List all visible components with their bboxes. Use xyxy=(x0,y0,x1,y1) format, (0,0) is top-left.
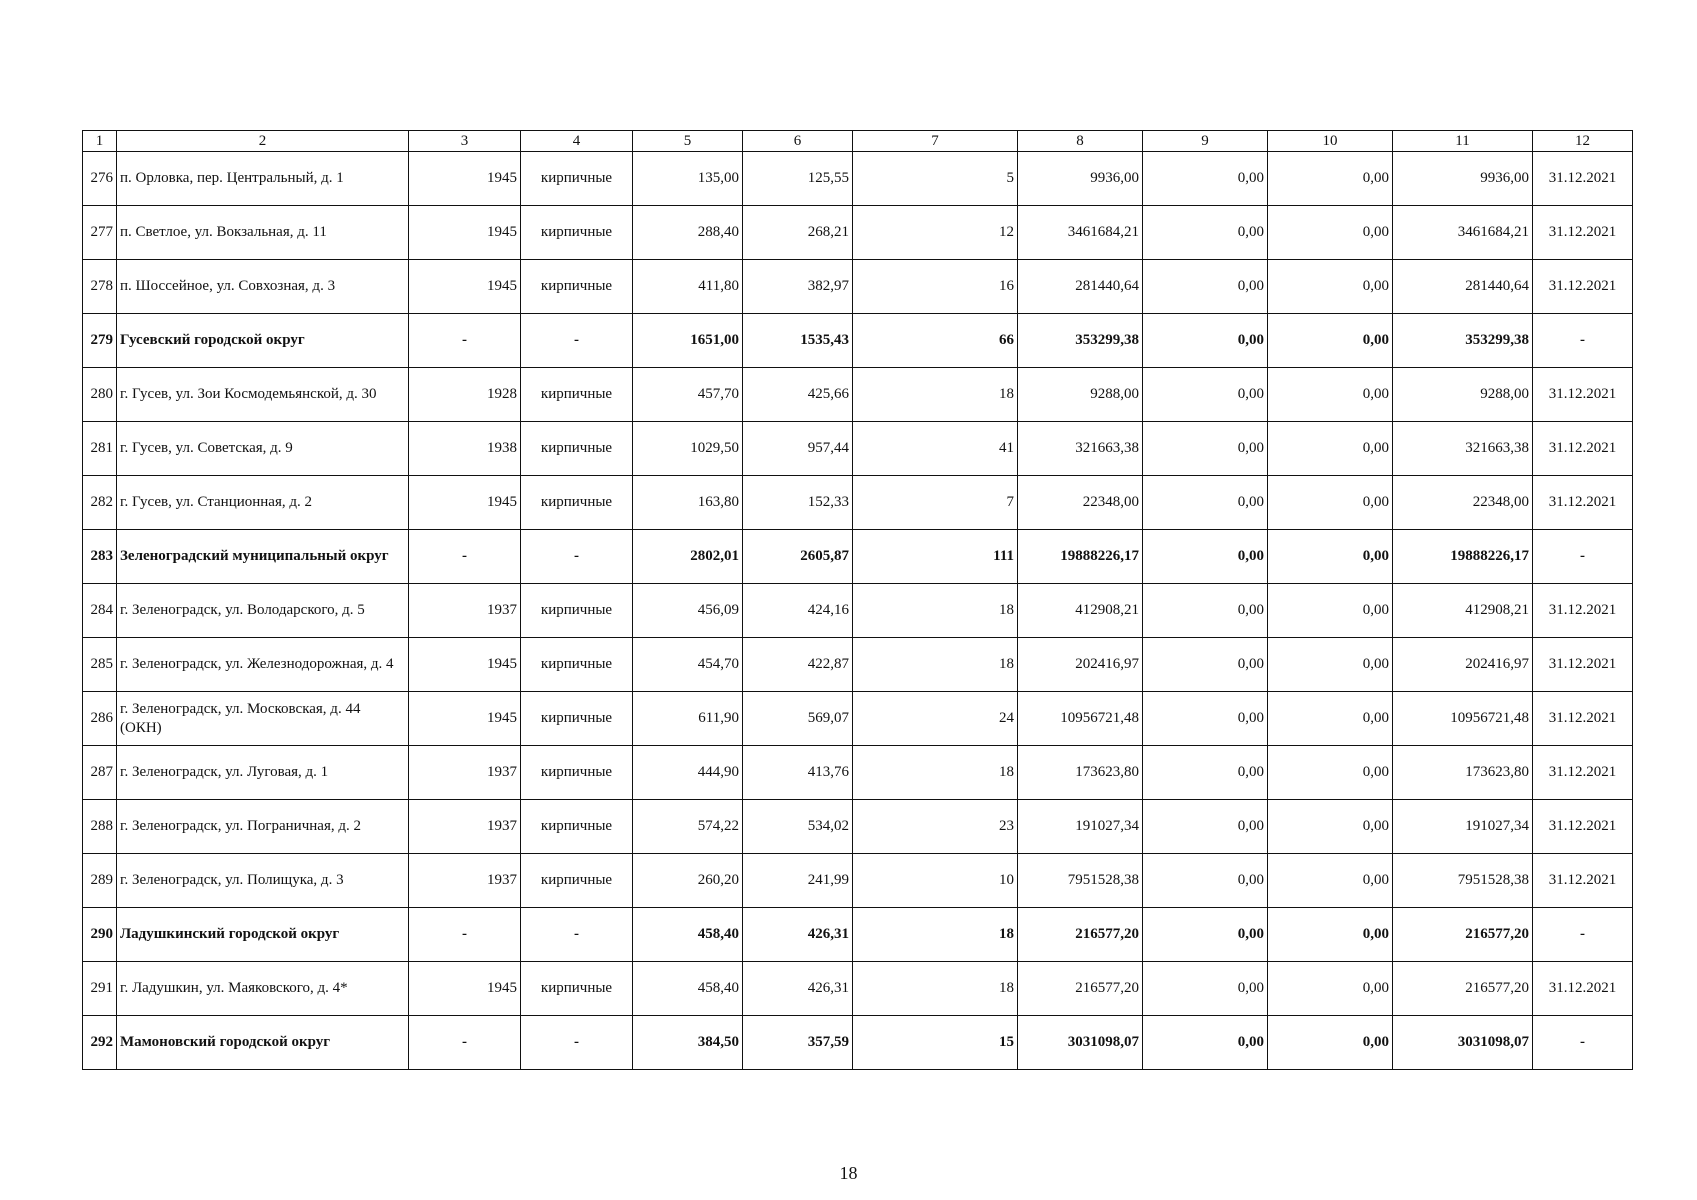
total-area-cell: 411,80 xyxy=(633,260,743,314)
year-cell: 1945 xyxy=(409,962,521,1016)
column-header: 10 xyxy=(1268,131,1393,152)
address-cell: Зеленоградский муниципальный округ xyxy=(117,530,409,584)
column-header: 2 xyxy=(117,131,409,152)
wall-material-cell: кирпичные xyxy=(521,854,633,908)
row-number: 290 xyxy=(83,908,117,962)
cost-total-cell: 191027,34 xyxy=(1018,800,1143,854)
living-area-cell: 268,21 xyxy=(743,206,853,260)
residents-cell: 23 xyxy=(853,800,1018,854)
address-cell: г. Ладушкин, ул. Маяковского, д. 4* xyxy=(117,962,409,1016)
total-area-cell: 574,22 xyxy=(633,800,743,854)
table-row xyxy=(83,314,1633,368)
cost-federal-cell: 0,00 xyxy=(1143,1016,1268,1070)
page-number: 18 xyxy=(839,1163,858,1183)
cost-total-cell: 3031098,07 xyxy=(1018,1016,1143,1070)
wall-material-cell: - xyxy=(521,908,633,962)
living-area-cell: 425,66 xyxy=(743,368,853,422)
row-number: 277 xyxy=(83,206,117,260)
cost-total-cell: 202416,97 xyxy=(1018,638,1143,692)
cost-total-cell: 19888226,17 xyxy=(1018,530,1143,584)
table-body xyxy=(83,131,1633,1070)
column-header: 1 xyxy=(83,131,117,152)
cost-regional-cell: 0,00 xyxy=(1268,746,1393,800)
cost-local-cell: 173623,80 xyxy=(1393,746,1533,800)
deadline-cell: 31.12.2021 xyxy=(1533,746,1633,800)
year-cell: - xyxy=(409,1016,521,1070)
table-row xyxy=(83,584,1633,638)
deadline-cell: - xyxy=(1533,530,1633,584)
wall-material-cell: кирпичные xyxy=(521,638,633,692)
address-cell: Ладушкинский городской округ xyxy=(117,908,409,962)
address-cell: г. Гусев, ул. Зои Космодемьянской, д. 30 xyxy=(117,368,409,422)
total-area-cell: 456,09 xyxy=(633,584,743,638)
cost-federal-cell: 0,00 xyxy=(1143,854,1268,908)
cost-regional-cell: 0,00 xyxy=(1268,206,1393,260)
wall-material-cell: - xyxy=(521,530,633,584)
column-header: 6 xyxy=(743,131,853,152)
table-row xyxy=(83,962,1633,1016)
wall-material-cell: кирпичные xyxy=(521,422,633,476)
living-area-cell: 957,44 xyxy=(743,422,853,476)
deadline-cell: 31.12.2021 xyxy=(1533,800,1633,854)
deadline-cell: - xyxy=(1533,908,1633,962)
total-area-cell: 454,70 xyxy=(633,638,743,692)
wall-material-cell: кирпичные xyxy=(521,368,633,422)
row-number: 286 xyxy=(83,692,117,746)
year-cell: 1945 xyxy=(409,638,521,692)
document-sheet xyxy=(82,130,1632,1070)
residents-cell: 16 xyxy=(853,260,1018,314)
year-cell: 1937 xyxy=(409,746,521,800)
year-cell: 1937 xyxy=(409,800,521,854)
living-area-cell: 534,02 xyxy=(743,800,853,854)
table-row xyxy=(83,152,1633,206)
deadline-cell: 31.12.2021 xyxy=(1533,368,1633,422)
deadline-cell: 31.12.2021 xyxy=(1533,422,1633,476)
column-header: 8 xyxy=(1018,131,1143,152)
total-area-cell: 611,90 xyxy=(633,692,743,746)
residents-cell: 18 xyxy=(853,962,1018,1016)
year-cell: 1945 xyxy=(409,260,521,314)
cost-federal-cell: 0,00 xyxy=(1143,422,1268,476)
cost-local-cell: 7951528,38 xyxy=(1393,854,1533,908)
row-number: 291 xyxy=(83,962,117,1016)
deadline-cell: - xyxy=(1533,314,1633,368)
cost-total-cell: 22348,00 xyxy=(1018,476,1143,530)
deadline-cell: 31.12.2021 xyxy=(1533,584,1633,638)
year-cell: 1937 xyxy=(409,854,521,908)
wall-material-cell: кирпичные xyxy=(521,476,633,530)
cost-local-cell: 9936,00 xyxy=(1393,152,1533,206)
wall-material-cell: - xyxy=(521,314,633,368)
table-row xyxy=(83,476,1633,530)
cost-federal-cell: 0,00 xyxy=(1143,152,1268,206)
year-cell: 1945 xyxy=(409,692,521,746)
total-area-cell: 384,50 xyxy=(633,1016,743,1070)
cost-total-cell: 9936,00 xyxy=(1018,152,1143,206)
total-area-cell: 458,40 xyxy=(633,962,743,1016)
cost-local-cell: 216577,20 xyxy=(1393,908,1533,962)
total-area-cell: 163,80 xyxy=(633,476,743,530)
address-cell: г. Зеленоградск, ул. Володарского, д. 5 xyxy=(117,584,409,638)
address-cell: п. Шоссейное, ул. Совхозная, д. 3 xyxy=(117,260,409,314)
deadline-cell: 31.12.2021 xyxy=(1533,962,1633,1016)
table-row xyxy=(83,638,1633,692)
table-row xyxy=(83,908,1633,962)
row-number: 289 xyxy=(83,854,117,908)
deadline-cell: - xyxy=(1533,1016,1633,1070)
row-number: 292 xyxy=(83,1016,117,1070)
deadline-cell: 31.12.2021 xyxy=(1533,854,1633,908)
deadline-cell: 31.12.2021 xyxy=(1533,206,1633,260)
cost-regional-cell: 0,00 xyxy=(1268,530,1393,584)
residents-cell: 7 xyxy=(853,476,1018,530)
column-header: 12 xyxy=(1533,131,1633,152)
address-cell: Гусевский городской округ xyxy=(117,314,409,368)
address-cell: Мамоновский городской округ xyxy=(117,1016,409,1070)
residents-cell: 24 xyxy=(853,692,1018,746)
cost-federal-cell: 0,00 xyxy=(1143,314,1268,368)
residents-cell: 15 xyxy=(853,1016,1018,1070)
living-area-cell: 241,99 xyxy=(743,854,853,908)
year-cell: 1945 xyxy=(409,476,521,530)
residents-cell: 111 xyxy=(853,530,1018,584)
living-area-cell: 2605,87 xyxy=(743,530,853,584)
cost-regional-cell: 0,00 xyxy=(1268,422,1393,476)
cost-regional-cell: 0,00 xyxy=(1268,692,1393,746)
address-cell: г. Гусев, ул. Советская, д. 9 xyxy=(117,422,409,476)
table-row xyxy=(83,1016,1633,1070)
cost-regional-cell: 0,00 xyxy=(1268,314,1393,368)
cost-federal-cell: 0,00 xyxy=(1143,368,1268,422)
row-number: 279 xyxy=(83,314,117,368)
row-number: 276 xyxy=(83,152,117,206)
cost-federal-cell: 0,00 xyxy=(1143,206,1268,260)
living-area-cell: 357,59 xyxy=(743,1016,853,1070)
address-cell: п. Светлое, ул. Вокзальная, д. 11 xyxy=(117,206,409,260)
cost-local-cell: 10956721,48 xyxy=(1393,692,1533,746)
cost-local-cell: 3461684,21 xyxy=(1393,206,1533,260)
address-cell: г. Зеленоградск, ул. Луговая, д. 1 xyxy=(117,746,409,800)
table-row xyxy=(83,422,1633,476)
cost-local-cell: 22348,00 xyxy=(1393,476,1533,530)
column-header: 5 xyxy=(633,131,743,152)
housing-table xyxy=(82,130,1633,1070)
row-number: 282 xyxy=(83,476,117,530)
cost-regional-cell: 0,00 xyxy=(1268,962,1393,1016)
cost-local-cell: 9288,00 xyxy=(1393,368,1533,422)
cost-federal-cell: 0,00 xyxy=(1143,746,1268,800)
wall-material-cell: кирпичные xyxy=(521,746,633,800)
column-header: 9 xyxy=(1143,131,1268,152)
living-area-cell: 125,55 xyxy=(743,152,853,206)
cost-regional-cell: 0,00 xyxy=(1268,908,1393,962)
cost-local-cell: 321663,38 xyxy=(1393,422,1533,476)
address-cell: г. Зеленоградск, ул. Московская, д. 44 (ОКН) xyxy=(117,692,409,746)
total-area-cell: 1651,00 xyxy=(633,314,743,368)
total-area-cell: 135,00 xyxy=(633,152,743,206)
year-cell: - xyxy=(409,908,521,962)
total-area-cell: 458,40 xyxy=(633,908,743,962)
living-area-cell: 424,16 xyxy=(743,584,853,638)
cost-local-cell: 412908,21 xyxy=(1393,584,1533,638)
deadline-cell: 31.12.2021 xyxy=(1533,260,1633,314)
total-area-cell: 288,40 xyxy=(633,206,743,260)
address-cell: г. Гусев, ул. Станционная, д. 2 xyxy=(117,476,409,530)
column-header: 11 xyxy=(1393,131,1533,152)
residents-cell: 18 xyxy=(853,638,1018,692)
deadline-cell: 31.12.2021 xyxy=(1533,476,1633,530)
year-cell: 1937 xyxy=(409,584,521,638)
residents-cell: 12 xyxy=(853,206,1018,260)
column-number-row xyxy=(83,131,1633,152)
cost-regional-cell: 0,00 xyxy=(1268,368,1393,422)
residents-cell: 41 xyxy=(853,422,1018,476)
deadline-cell: 31.12.2021 xyxy=(1533,152,1633,206)
year-cell: 1938 xyxy=(409,422,521,476)
cost-regional-cell: 0,00 xyxy=(1268,854,1393,908)
residents-cell: 18 xyxy=(853,746,1018,800)
living-area-cell: 382,97 xyxy=(743,260,853,314)
table-row xyxy=(83,854,1633,908)
column-header: 7 xyxy=(853,131,1018,152)
cost-total-cell: 216577,20 xyxy=(1018,908,1143,962)
cost-local-cell: 281440,64 xyxy=(1393,260,1533,314)
year-cell: 1945 xyxy=(409,206,521,260)
cost-local-cell: 19888226,17 xyxy=(1393,530,1533,584)
row-number: 288 xyxy=(83,800,117,854)
cost-federal-cell: 0,00 xyxy=(1143,260,1268,314)
cost-regional-cell: 0,00 xyxy=(1268,476,1393,530)
cost-local-cell: 202416,97 xyxy=(1393,638,1533,692)
residents-cell: 66 xyxy=(853,314,1018,368)
cost-total-cell: 3461684,21 xyxy=(1018,206,1143,260)
wall-material-cell: кирпичные xyxy=(521,800,633,854)
cost-total-cell: 10956721,48 xyxy=(1018,692,1143,746)
cost-regional-cell: 0,00 xyxy=(1268,1016,1393,1070)
total-area-cell: 457,70 xyxy=(633,368,743,422)
cost-total-cell: 412908,21 xyxy=(1018,584,1143,638)
wall-material-cell: кирпичные xyxy=(521,152,633,206)
year-cell: 1928 xyxy=(409,368,521,422)
cost-total-cell: 353299,38 xyxy=(1018,314,1143,368)
residents-cell: 10 xyxy=(853,854,1018,908)
total-area-cell: 444,90 xyxy=(633,746,743,800)
residents-cell: 18 xyxy=(853,368,1018,422)
cost-federal-cell: 0,00 xyxy=(1143,800,1268,854)
address-cell: п. Орловка, пер. Центральный, д. 1 xyxy=(117,152,409,206)
table-row xyxy=(83,260,1633,314)
cost-total-cell: 7951528,38 xyxy=(1018,854,1143,908)
table-row xyxy=(83,206,1633,260)
wall-material-cell: кирпичные xyxy=(521,260,633,314)
row-number: 287 xyxy=(83,746,117,800)
total-area-cell: 1029,50 xyxy=(633,422,743,476)
living-area-cell: 413,76 xyxy=(743,746,853,800)
wall-material-cell: - xyxy=(521,1016,633,1070)
cost-total-cell: 9288,00 xyxy=(1018,368,1143,422)
cost-local-cell: 216577,20 xyxy=(1393,962,1533,1016)
cost-federal-cell: 0,00 xyxy=(1143,530,1268,584)
cost-total-cell: 216577,20 xyxy=(1018,962,1143,1016)
cost-federal-cell: 0,00 xyxy=(1143,638,1268,692)
row-number: 284 xyxy=(83,584,117,638)
cost-federal-cell: 0,00 xyxy=(1143,476,1268,530)
address-cell: г. Зеленоградск, ул. Пограничная, д. 2 xyxy=(117,800,409,854)
living-area-cell: 426,31 xyxy=(743,962,853,1016)
table-row xyxy=(83,746,1633,800)
table-row xyxy=(83,530,1633,584)
residents-cell: 18 xyxy=(853,908,1018,962)
cost-local-cell: 3031098,07 xyxy=(1393,1016,1533,1070)
cost-regional-cell: 0,00 xyxy=(1268,260,1393,314)
living-area-cell: 422,87 xyxy=(743,638,853,692)
deadline-cell: 31.12.2021 xyxy=(1533,638,1633,692)
column-header: 4 xyxy=(521,131,633,152)
year-cell: - xyxy=(409,314,521,368)
residents-cell: 18 xyxy=(853,584,1018,638)
cost-local-cell: 353299,38 xyxy=(1393,314,1533,368)
living-area-cell: 426,31 xyxy=(743,908,853,962)
residents-cell: 5 xyxy=(853,152,1018,206)
cost-local-cell: 191027,34 xyxy=(1393,800,1533,854)
cost-total-cell: 281440,64 xyxy=(1018,260,1143,314)
row-number: 280 xyxy=(83,368,117,422)
table-row xyxy=(83,692,1633,746)
row-number: 283 xyxy=(83,530,117,584)
total-area-cell: 2802,01 xyxy=(633,530,743,584)
table-row xyxy=(83,368,1633,422)
column-header: 3 xyxy=(409,131,521,152)
address-cell: г. Зеленоградск, ул. Полищука, д. 3 xyxy=(117,854,409,908)
wall-material-cell: кирпичные xyxy=(521,206,633,260)
living-area-cell: 152,33 xyxy=(743,476,853,530)
deadline-cell: 31.12.2021 xyxy=(1533,692,1633,746)
wall-material-cell: кирпичные xyxy=(521,962,633,1016)
living-area-cell: 1535,43 xyxy=(743,314,853,368)
cost-total-cell: 173623,80 xyxy=(1018,746,1143,800)
year-cell: - xyxy=(409,530,521,584)
cost-federal-cell: 0,00 xyxy=(1143,692,1268,746)
living-area-cell: 569,07 xyxy=(743,692,853,746)
wall-material-cell: кирпичные xyxy=(521,584,633,638)
row-number: 285 xyxy=(83,638,117,692)
cost-federal-cell: 0,00 xyxy=(1143,908,1268,962)
cost-regional-cell: 0,00 xyxy=(1268,638,1393,692)
cost-federal-cell: 0,00 xyxy=(1143,584,1268,638)
address-cell: г. Зеленоградск, ул. Железнодорожная, д. 4 xyxy=(117,638,409,692)
cost-regional-cell: 0,00 xyxy=(1268,800,1393,854)
row-number: 281 xyxy=(83,422,117,476)
wall-material-cell: кирпичные xyxy=(521,692,633,746)
row-number: 278 xyxy=(83,260,117,314)
cost-federal-cell: 0,00 xyxy=(1143,962,1268,1016)
table-row xyxy=(83,800,1633,854)
cost-regional-cell: 0,00 xyxy=(1268,584,1393,638)
cost-total-cell: 321663,38 xyxy=(1018,422,1143,476)
cost-regional-cell: 0,00 xyxy=(1268,152,1393,206)
year-cell: 1945 xyxy=(409,152,521,206)
total-area-cell: 260,20 xyxy=(633,854,743,908)
